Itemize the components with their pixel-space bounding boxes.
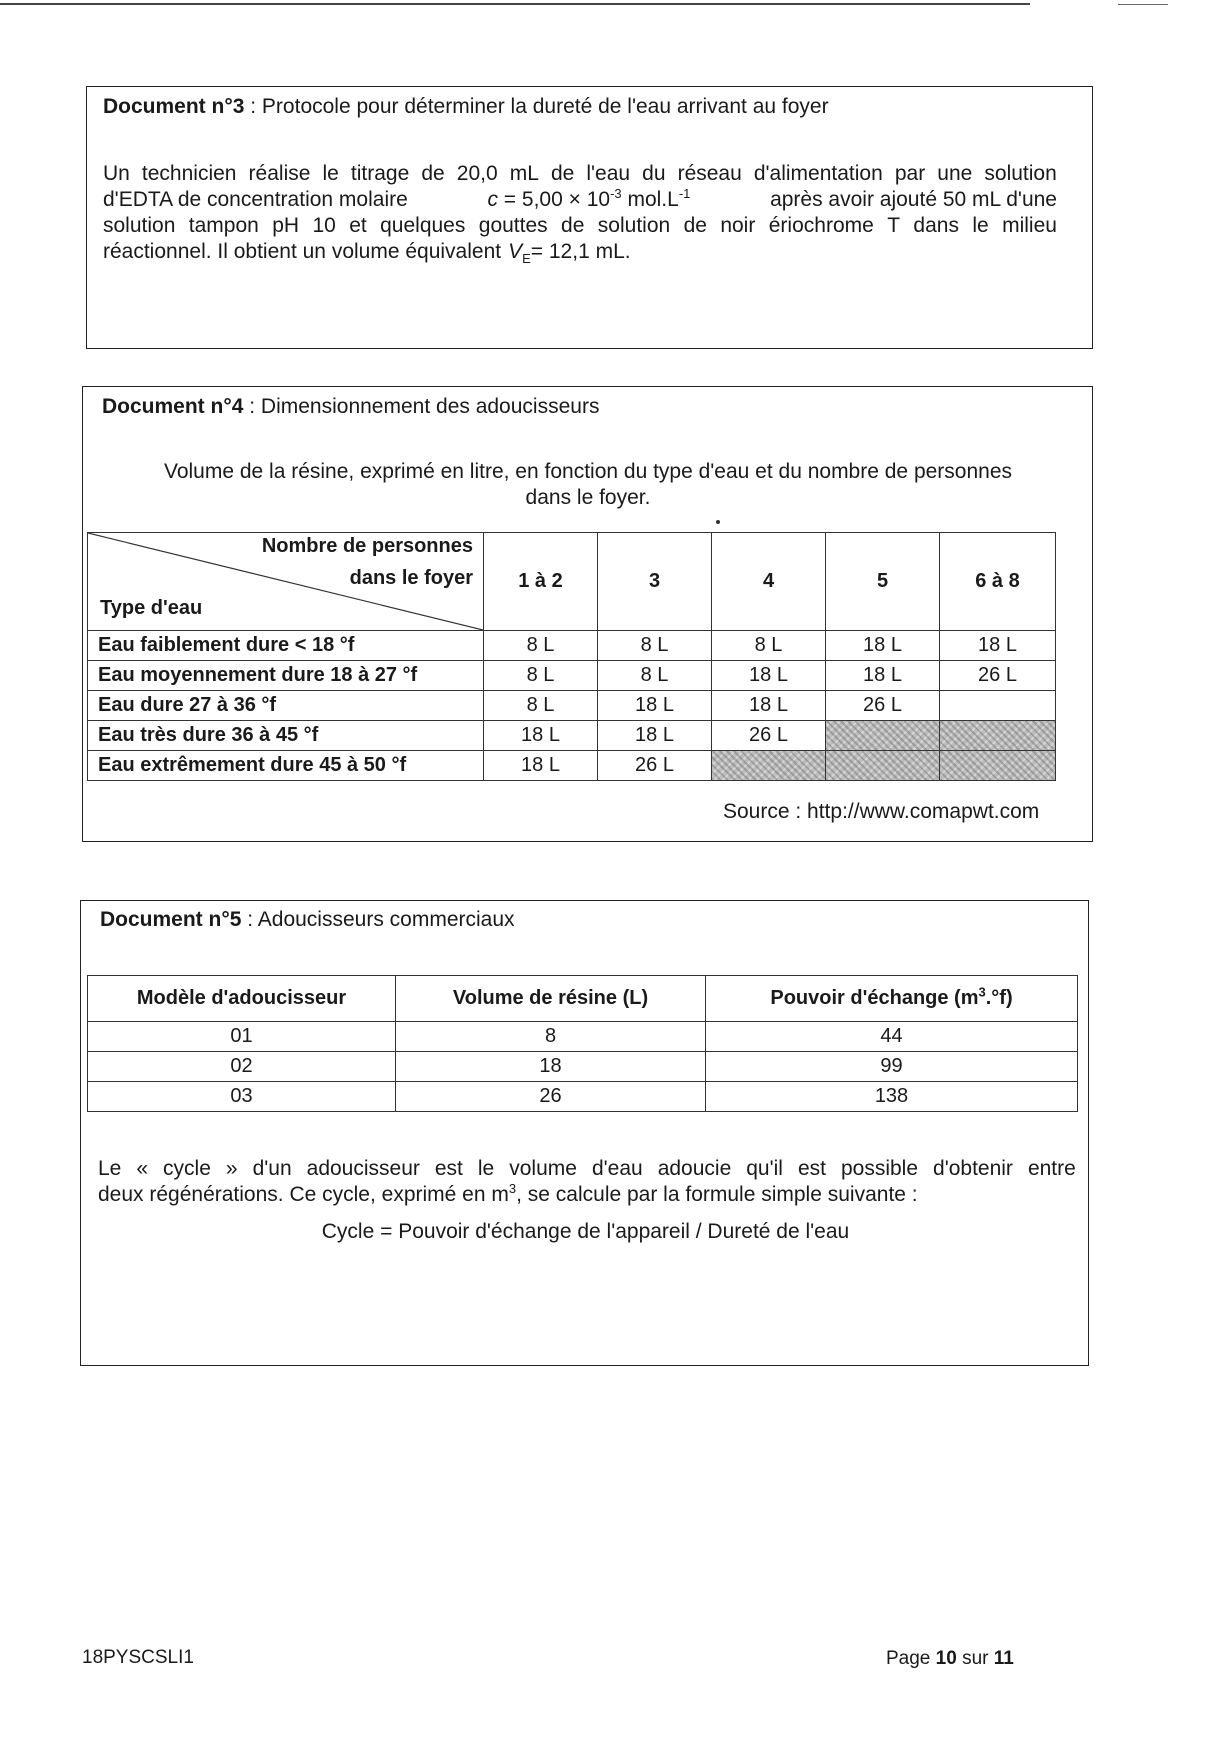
word: milieu [1002,214,1057,237]
scan-top-rule-right [1118,4,1168,5]
page-current: 10 [935,1648,957,1669]
softener-sizing-table [87,532,1056,781]
word: solution [597,214,671,237]
header-persons-line-1: Nombre de personnes [261,535,473,557]
document-5-title [100,908,515,932]
table-cell: 8 [396,1022,706,1052]
word: et [349,214,367,237]
word: l'eau [586,162,631,185]
table-cell: 18 L [826,631,940,661]
word: par [894,162,926,185]
word: d'un [252,1157,292,1180]
table-header-row [88,976,1078,1022]
word: » [225,1157,238,1180]
word: gouttes [478,214,548,237]
word: le [477,1157,495,1180]
row-label: Eau faiblement dure < 18 °f [88,631,484,661]
hatched-cell [826,751,940,781]
word: est [434,1157,463,1180]
table-cell: 26 L [826,691,940,721]
word: volume [509,1157,577,1180]
word: 10 [312,214,336,237]
word: le [322,162,339,185]
table-row [88,721,1056,751]
document-3-title-text: : Protocole pour déterminer la dureté de l'eau arrivant au foyer [244,95,829,118]
table-cell: 8 L [484,631,598,661]
word: solution [103,214,176,237]
table-cell: 8 L [598,631,712,661]
document-3-paragraph [103,161,1057,265]
table-row [88,751,1056,781]
commercial-softeners-table [87,975,1078,1112]
word: réalise [248,162,311,185]
document-3-exp-2: -1 [678,186,691,201]
table-cell: 44 [706,1022,1078,1052]
document-3-var-c: c [487,188,498,211]
document-3-line-4-b: = 12,1 mL. [530,240,631,263]
document-4-caption-line-1: Volume de la résine, exprimé en litre, en fonction du type d'eau et du nombre de personnes [163,460,1013,483]
table-cell: 18 L [598,691,712,721]
word: réseau [677,162,742,185]
document-3-title [103,95,829,119]
document-4-title [102,395,599,419]
document-4-box [82,386,1093,842]
row-label: Eau très dure 36 à 45 °f [88,721,484,751]
document-3-line-2-a: d'EDTA de concentration molaire [103,188,408,211]
word: 20,0 [456,162,498,185]
hatched-cell [712,751,826,781]
cycle-formula: Cycle = Pouvoir d'échange de l'appareil / Dureté de l'eau [321,1220,850,1243]
document-3-unit: mol.L [627,188,679,211]
document-3-line-1 [103,161,1057,187]
scan-top-rule [0,3,1030,5]
page-mid: sur [956,1648,994,1669]
table-row [88,1052,1078,1082]
exchange-capacity-sup: 3 [978,984,986,1000]
word: d'eau [591,1157,643,1180]
word: cycle [163,1157,211,1180]
document-5-line-2 [98,1182,1076,1208]
document-4-source: Source : http://www.comapwt.com [723,800,1040,823]
page-number [886,1648,1014,1670]
document-3-line-2-mid [487,187,690,213]
word: de [550,162,575,185]
word: « [136,1157,149,1180]
word: qu'il [746,1157,783,1180]
table-row [88,1022,1078,1052]
table-cell: 26 L [598,751,712,781]
table-cell: 18 L [940,631,1056,661]
document-3-line-3 [103,213,1057,239]
document-4-caption-line-2: dans le foyer. [525,486,651,509]
hatched-cell [940,751,1056,781]
table-body [88,1022,1078,1112]
exchange-capacity-tail: .°f) [985,987,1013,1009]
column-header: 6 à 8 [940,533,1056,631]
document-3-var-v-sub: E [522,251,531,267]
table-cell: 02 [88,1052,396,1082]
document-5-label: Document n°5 [100,908,242,931]
page-prefix: Page [886,1648,936,1669]
table-cell: 8 L [484,691,598,721]
table-cell: 138 [706,1082,1078,1112]
table-cell: 99 [706,1052,1078,1082]
word: d'obtenir [933,1157,1013,1180]
word: quelques [380,214,466,237]
word: mL [509,162,539,185]
table-body [88,631,1056,781]
column-header-model: Modèle d'adoucisseur [88,976,396,1022]
document-3-line-2 [103,187,1057,213]
document-3-box [86,86,1093,349]
document-3-exp-1: -3 [610,186,622,201]
word: tampon [188,214,259,237]
word: technicien [141,162,237,185]
word: solution [984,162,1057,185]
document-5-line-2-full [98,1182,918,1208]
table-cell: 8 L [598,661,712,691]
row-label: Eau dure 27 à 36 °f [88,691,484,721]
document-4-label: Document n°4 [102,395,244,418]
word: de [421,162,445,185]
word: du [642,162,666,185]
document-5-line-1 [98,1156,1076,1182]
document-3-var-v: V [508,240,523,263]
column-header: 4 [712,533,826,631]
document-5-line-2-b: , se calcule par la formule simple suivante : [516,1183,918,1206]
stray-dot [716,520,720,524]
word: pH [272,214,300,237]
word: noir [720,214,756,237]
table-header-row [88,533,1056,631]
document-code: 18PYSCSLI1 [82,1647,194,1668]
word: est [797,1157,826,1180]
document-3-volume [508,239,631,265]
document-4-title-text: : Dimensionnement des adoucisseurs [243,395,600,418]
table-cell: 18 L [826,661,940,691]
word: Un [103,162,130,185]
column-header: 3 [598,533,712,631]
document-4-caption [103,459,1073,511]
word: adoucie [657,1157,732,1180]
word: de [561,214,585,237]
document-3-line-4 [103,239,1057,265]
word: possible [840,1157,919,1180]
table-row [88,691,1056,721]
column-header-exchange-capacity [706,976,1078,1022]
column-header-resin-volume: Volume de résine (L) [396,976,706,1022]
word: entre [1027,1157,1076,1180]
table-cell: 26 L [940,661,1056,691]
document-5-title-text: : Adoucisseurs commerciaux [241,908,515,931]
word: Le [98,1157,122,1180]
empty-cell [940,691,1056,721]
table-row [88,1082,1078,1112]
table-cell: 18 [396,1052,706,1082]
word: de [683,214,707,237]
table-cell: 18 L [712,661,826,691]
table-cell: 8 L [712,631,826,661]
document-3-line-4-a: réactionnel. Il obtient un volume équivalent [103,240,502,263]
word: T [887,214,901,237]
document-3-line-2-b: = 5,00 × 10 [503,188,611,211]
table-cell: 18 L [484,721,598,751]
row-label: Eau extrêmement dure 45 à 50 °f [88,751,484,781]
word: ériochrome [768,214,874,237]
row-label: Eau moyennement dure 18 à 27 °f [88,661,484,691]
table-cell: 18 L [712,691,826,721]
table-cell: 8 L [484,661,598,691]
word: adoucisseur [306,1157,420,1180]
diagonal-header-cell [88,533,484,631]
document-5-line-2-a: deux régénérations. Ce cycle, exprimé en m [98,1183,509,1206]
column-header: 1 à 2 [484,533,598,631]
document-3-label: Document n°3 [103,95,245,118]
page-total: 11 [993,1648,1014,1669]
word: dans [913,214,959,237]
header-water-type: Type d'eau [100,597,203,619]
exchange-capacity-label: Pouvoir d'échange (m [770,987,979,1009]
table-row [88,631,1056,661]
column-header: 5 [826,533,940,631]
document-5-paragraph [98,1156,1076,1208]
table-cell: 18 L [598,721,712,751]
table-cell: 26 L [712,721,826,751]
hatched-cell [940,721,1056,751]
table-cell: 26 [396,1082,706,1112]
word: une [937,162,973,185]
hatched-cell [826,721,940,751]
table-cell: 01 [88,1022,396,1052]
word: le [972,214,989,237]
document-5-line-2-sup: 3 [508,1181,517,1196]
table-cell: 18 L [484,751,598,781]
document-5-box [80,900,1089,1366]
document-3-line-2-rest: après avoir ajouté 50 mL d'une [770,188,1057,211]
word: titrage [350,162,410,185]
table-row [88,661,1056,691]
header-persons-line-2: dans le foyer [349,567,473,589]
table-cell: 03 [88,1082,396,1112]
word: d'alimentation [753,162,883,185]
